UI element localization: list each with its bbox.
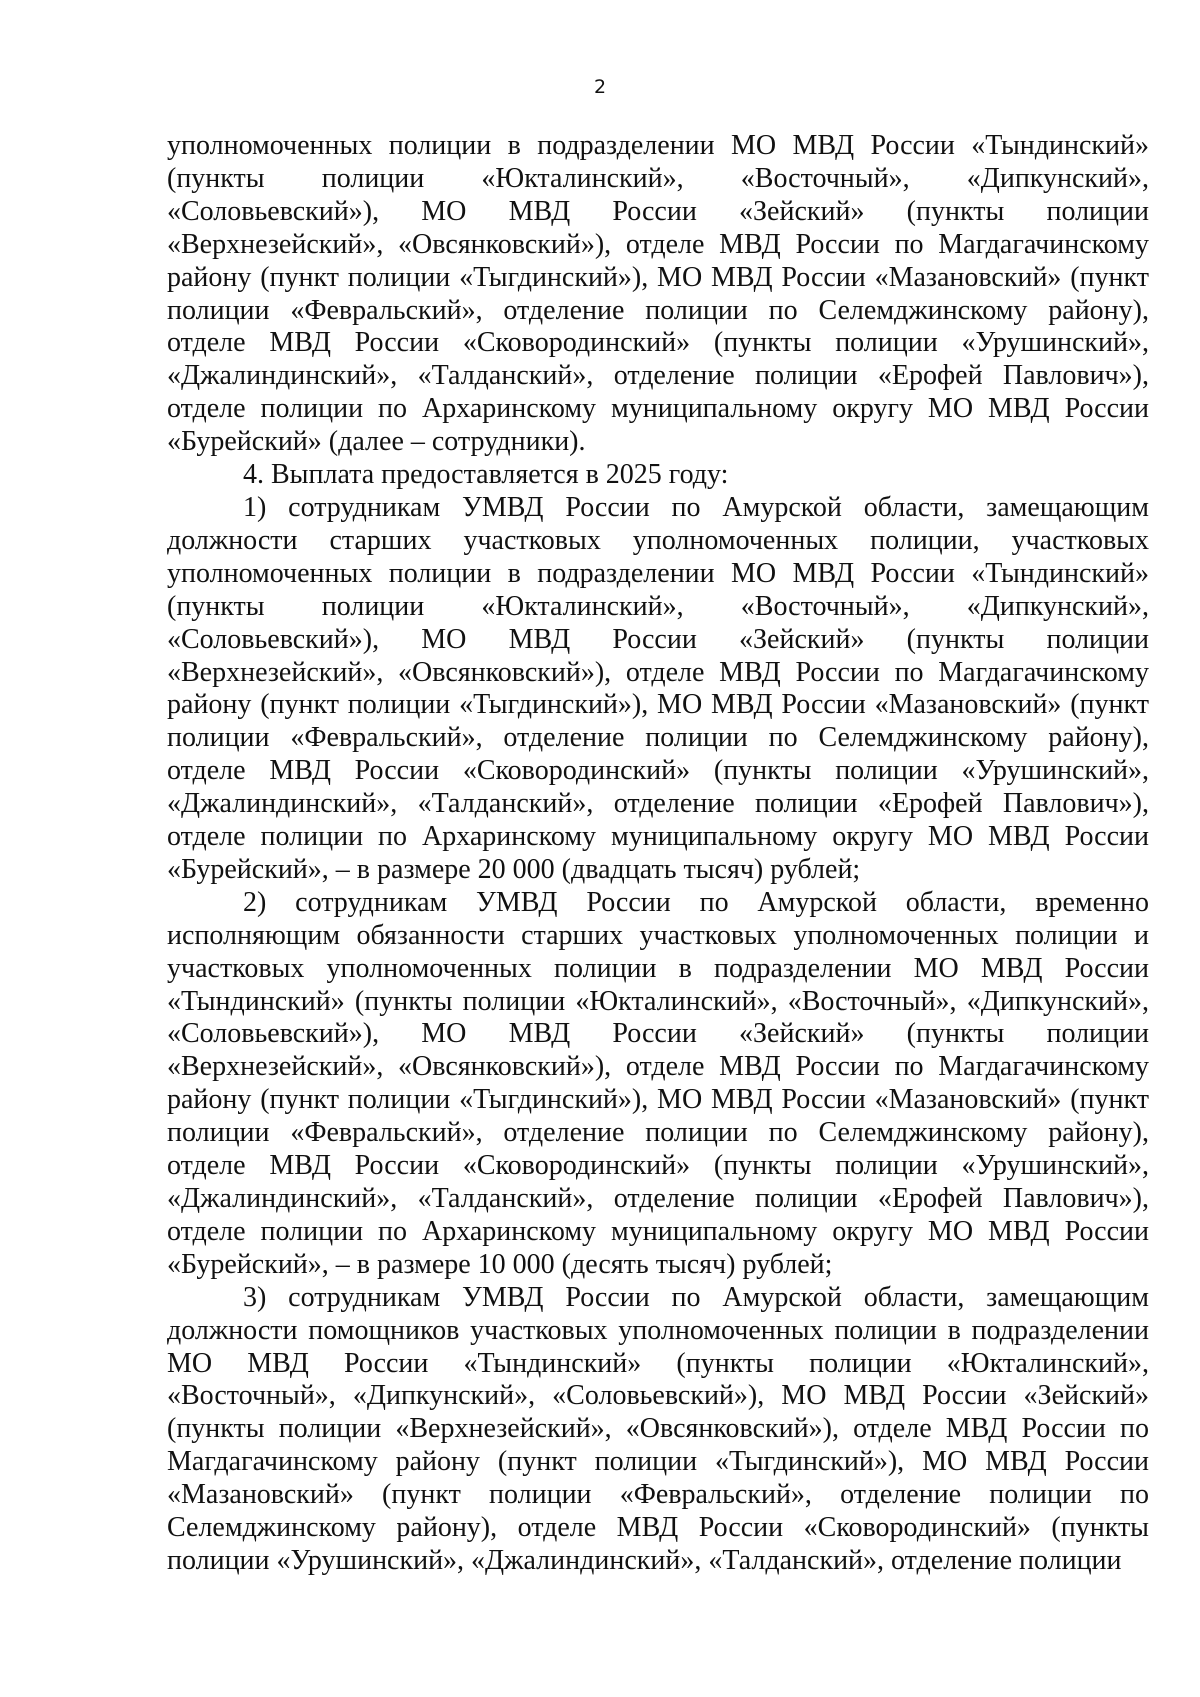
paragraph-subitem-2: 2) сотрудникам УМВД России по Амурской области, временно исполняющим обязанности старших участковых уполномоченных полиции и участковых уполномоченных полиции в подразделении МО МВД России «Тындинский» (пункты полиции «Юкталинский», «Восточный», «Дипкунский», «Соловьевский»), МО МВД России «Зейский» (пункты полиции «Верхнезейский», «Овсянковский»), отделе МВД России по Магдагачинскому району (пункт полиции «Тыгдинский»), МО МВД России «Мазановский» (пункт полиции «Февральский», отделение полиции по Селемджинскому району), отделе МВД России «Сковородинский» (пункты полиции «Урушинский», «Джалиндинский», «Талданский», отделение полиции «Ерофей Павлович»), отделе полиции по Архаринскому муниципальному округу МО МВД России «Бурейский», – в размере 10 000 (десять тысяч) рублей;: [167, 886, 1149, 1280]
paragraph-subitem-3: 3) сотрудникам УМВД России по Амурской области, замещающим должности помощников участковых уполномоченных полиции в подразделении МО МВД России «Тындинский» (пункты полиции «Юкталинский», «Восточный», «Дипкунский», «Соловьевский»), МО МВД России «Зейский» (пункты полиции «Верхнезейский», «Овсянковский»), отделе МВД России по Магдагачинскому району (пункт полиции «Тыгдинский»), МО МВД России «Мазановский» (пункт полиции «Февральский», отделение полиции по Селемджинскому району), отделе МВД России «Сковородинский» (пункты полиции «Урушинский», «Джалиндинский», «Талданский», отделение полиции: [167, 1281, 1149, 1576]
paragraph-item-4: 4. Выплата предоставляется в 2025 году:: [243, 459, 729, 491]
paragraph-continuation: уполномоченных полиции в подразделении МО МВД России «Тындинский» (пункты полиции «Юкталинский», «Восточный», «Дипкунский», «Соловьевский»), МО МВД России «Зейский» (пункты полиции «Верхнезейский», «Овсянковский»), отделе МВД России по Магдагачинскому району (пункт полиции «Тыгдинский»), МО МВД России «Мазановский» (пункт полиции «Февральский», отделение полиции по Селемджинскому району), отделе МВД России «Сковородинский» (пункты полиции «Урушинский», «Джалиндинский», «Талданский», отделение полиции «Ерофей Павлович»), отделе полиции по Архаринскому муниципальному округу МО МВД России «Бурейский» (далее – сотрудники).: [167, 130, 1149, 458]
page-number: 2: [593, 76, 607, 98]
document-body: [167, 130, 1149, 1578]
paragraph-subitem-1: 1) сотрудникам УМВД России по Амурской области, замещающим должности старших участковых уполномоченных полиции, участковых уполномоченных полиции в подразделении МО МВД России «Тындинский» (пункты полиции «Юкталинский», «Восточный», «Дипкунский», «Соловьевский»), МО МВД России «Зейский» (пункты полиции «Верхнезейский», «Овсянковский»), отделе МВД России по Магдагачинскому району (пункт полиции «Тыгдинский»), МО МВД России «Мазановский» (пункт полиции «Февральский», отделение полиции по Селемджинскому району), отделе МВД России «Сковородинский» (пункты полиции «Урушинский», «Джалиндинский», «Талданский», отделение полиции «Ерофей Павлович»), отделе полиции по Архаринскому муниципальному округу МО МВД России «Бурейский», – в размере 20 000 (двадцать тысяч) рублей;: [167, 491, 1149, 885]
